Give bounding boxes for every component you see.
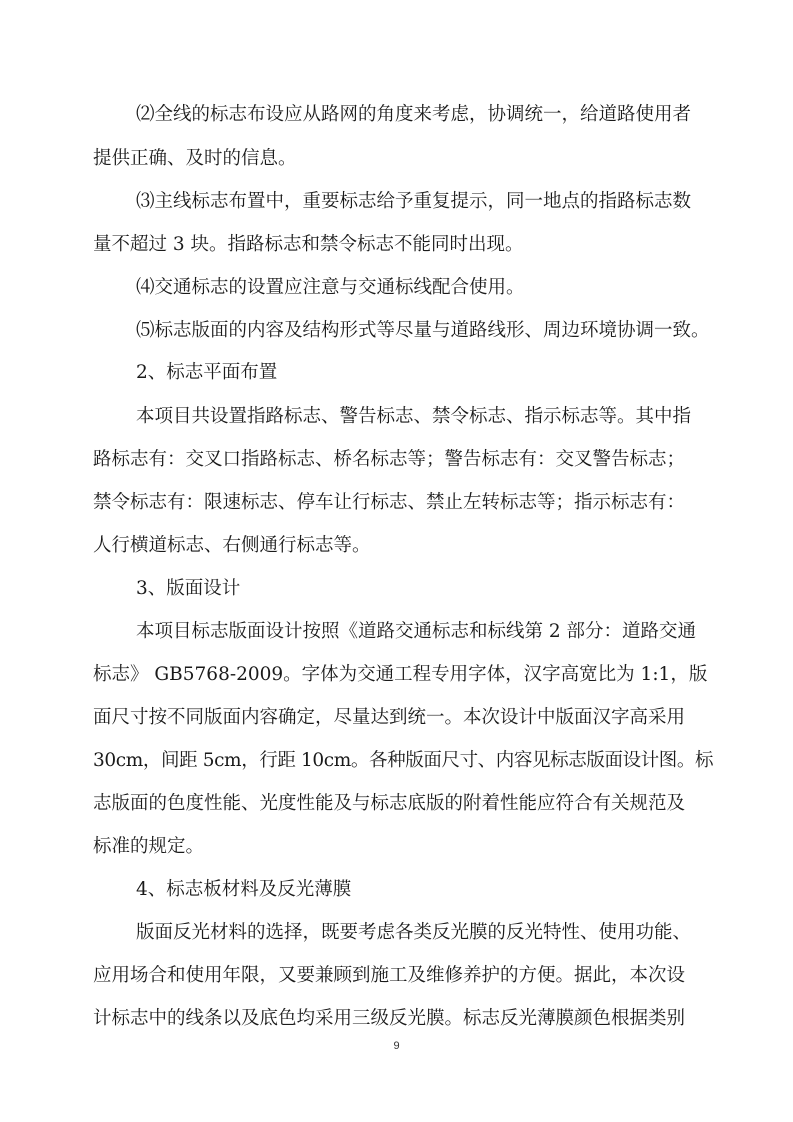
text-line: 标准的规定。 <box>93 836 205 857</box>
text-line: 提供正确、及时的信息。 <box>93 148 297 169</box>
text-line: ⑵全线的标志布设应从路网的角度来考虑，协调统一，给道路使用者 <box>136 104 692 125</box>
text-line: ⑷交通标志的设置应注意与交通标线配合使用。 <box>136 277 525 298</box>
text-line: 标志》 GB5768-2009。字体为交通工程专用字体，汉字高宽比为 1:1，版 <box>93 664 708 685</box>
text-line: 计标志中的线条以及底色均采用三级反光膜。标志反光薄膜颜色根据类别 <box>93 1008 686 1029</box>
text-line: 面尺寸按不同版面内容确定，尽量达到统一。本次设计中版面汉字高采用 <box>93 707 686 728</box>
text-line: 禁令标志有：限速标志、停车让行标志、禁止左转标志等；指示标志有： <box>93 492 686 513</box>
text-line: 版面反光材料的选择，既要考虑各类反光膜的反光特性、使用功能、 <box>136 922 692 943</box>
text-line: 路标志有：交叉口指路标志、桥名标志等；警告标志有：交叉警告标志； <box>93 449 686 470</box>
section-heading: 3、版面设计 <box>136 578 241 599</box>
text-line: ⑶主线标志布置中，重要标志给予重复提示，同一地点的指路标志数 <box>136 191 692 212</box>
text-line: ⑸标志版面的内容及结构形式等尽量与道路线形、周边环境协调一致。 <box>136 320 710 341</box>
text-line: 量不超过 3 块。指路标志和禁令标志不能同时出现。 <box>93 234 524 255</box>
text-line: 本项目标志版面设计按照《道路交通标志和标线第 2 部分：道路交通 <box>136 621 697 642</box>
text-line: 应用场合和使用年限，又要兼顾到施工及维修养护的方便。据此，本次设 <box>93 965 686 986</box>
section-heading: 4、标志板材料及反光薄膜 <box>136 879 352 900</box>
text-line: 人行横道标志、右侧通行标志等。 <box>93 535 371 556</box>
text-line: 30cm，间距 5cm，行距 10cm。各种版面尺寸、内容见标志版面设计图。标 <box>93 750 714 771</box>
page-number: 9 <box>393 1040 400 1052</box>
text-line: 本项目共设置指路标志、警告标志、禁令标志、指示标志等。其中指 <box>136 406 692 427</box>
section-heading: 2、标志平面布置 <box>136 362 278 383</box>
text-line: 志版面的色度性能、光度性能及与标志底版的附着性能应符合有关规范及 <box>93 793 686 814</box>
